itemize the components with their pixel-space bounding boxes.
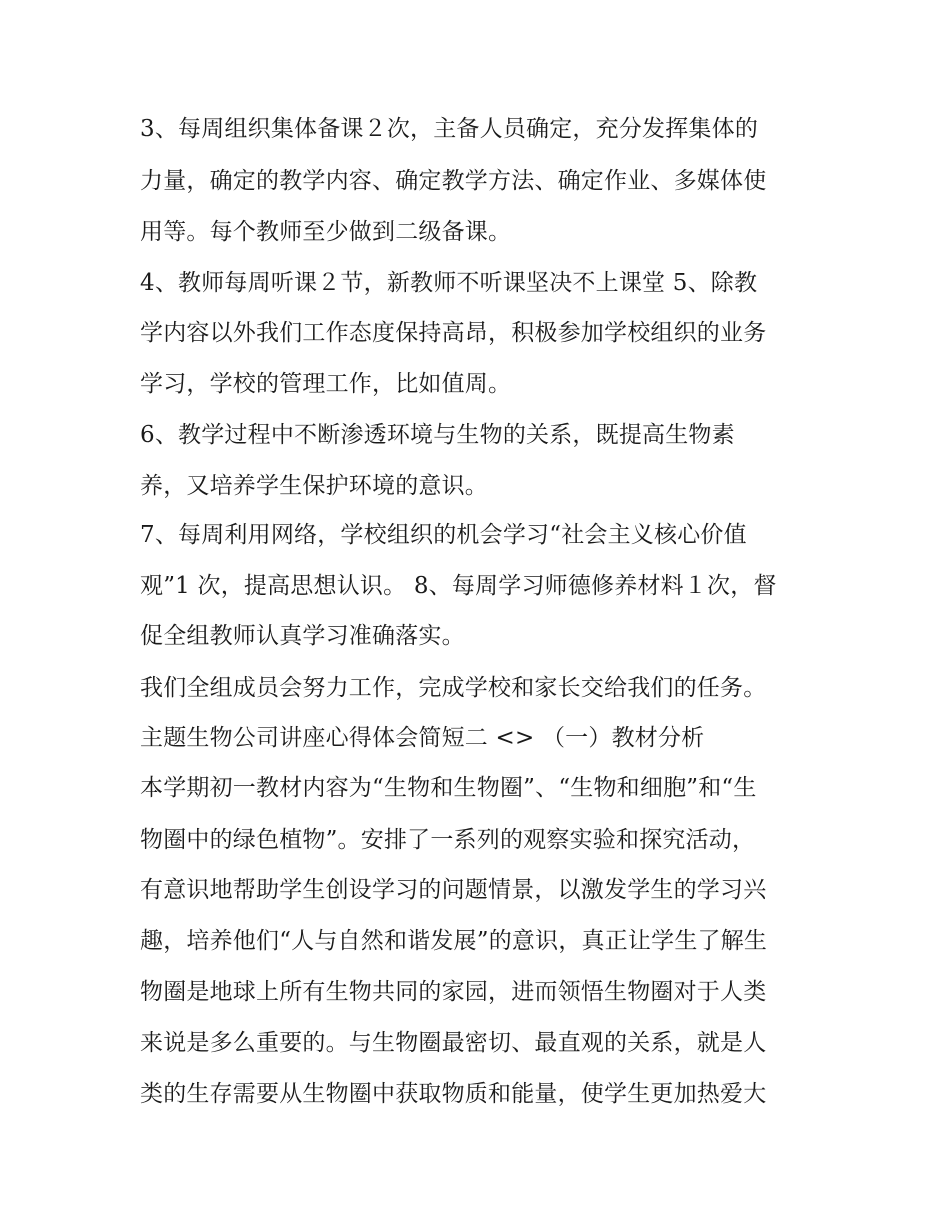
text-line: 6、教学过程中不断渗透环境与生物的关系，既提高生物素	[140, 422, 735, 448]
text-line: 学内容以外我们工作态度保持高昂，积极参加学校组织的业务	[140, 320, 767, 346]
text-line: 本学期初一教材内容为“生物和生物圈”、“生物和细胞”和“生	[140, 775, 757, 801]
text-line: 观”1 次，提高思想认识。 8、每周学习师德修养材料１次，督	[140, 573, 777, 599]
text-line: 学习，学校的管理工作，比如值周。	[140, 371, 512, 397]
text-line: 4、教师每周听课２节，新教师不听课坚决不上课堂 5、除教	[140, 270, 758, 296]
section-heading: 主题生物公司讲座心得体会简短二 <> （一）教材分析	[140, 725, 705, 751]
text-line: 类的生存需要从生物圈中获取物质和能量，使学生更加热爱大	[140, 1081, 767, 1107]
text-line: 物圈是地球上所有生物共同的家园，进而领悟生物圈对于人类	[140, 979, 767, 1005]
text-line: 3、每周组织集体备课２次，主备人员确定，充分发挥集体的	[140, 116, 759, 142]
text-line: 力量，确定的教学内容、确定教学方法、确定作业、多媒体使	[140, 168, 767, 194]
text-line: 用等。每个教师至少做到二级备课。	[140, 219, 512, 245]
text-line: 趣，培养他们“人与自然和谐发展”的意识，真正让学生了解生	[140, 928, 768, 954]
text-line: 有意识地帮助学生创设学习的问题情景，以激发学生的学习兴	[140, 877, 767, 903]
text-line: 促全组教师认真学习准确落实。	[140, 623, 465, 649]
text-line: 7、每周利用网络，学校组织的机会学习“社会主义核心价值	[140, 522, 747, 548]
text-line: 来说是多么重要的。与生物圈最密切、最直观的关系，就是人	[140, 1030, 767, 1056]
text-line: 我们全组成员会努力工作，完成学校和家长交给我们的任务。	[140, 675, 767, 701]
text-line: 养，又培养学生保护环境的意识。	[140, 473, 488, 499]
text-line: 物圈中的绿色植物”。安排了一系列的观察实验和探究活动，	[140, 827, 756, 853]
